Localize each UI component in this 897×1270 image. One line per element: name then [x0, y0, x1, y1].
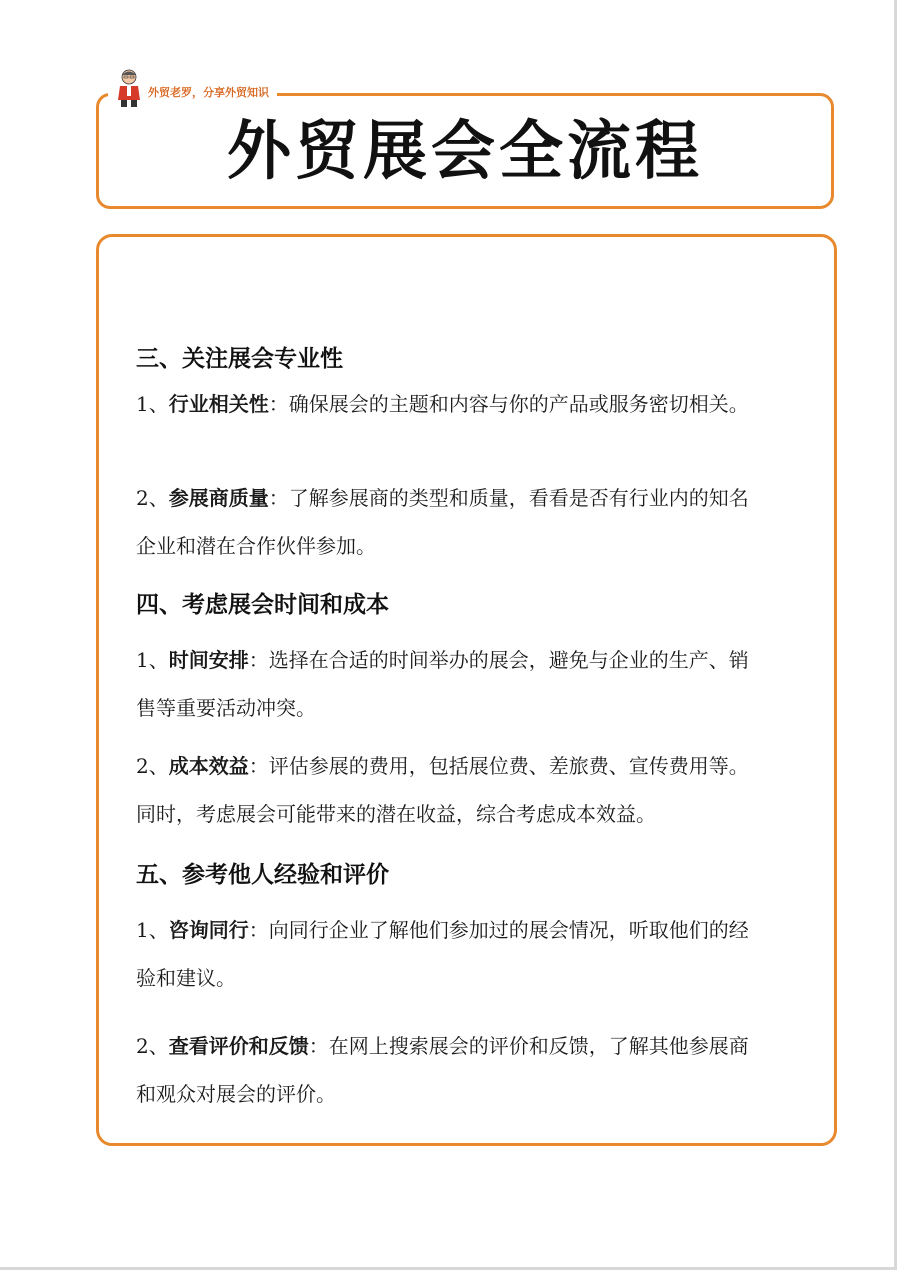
item-lead: 查看评价和反馈 [168, 1034, 309, 1058]
item-number: 2、 [136, 486, 169, 510]
paragraph [136, 742, 766, 838]
paragraph [136, 906, 766, 1002]
section-heading: 三、关注展会专业性 [136, 346, 343, 372]
item-number: 1、 [136, 392, 169, 416]
item-text: ：了解参展商的类型和质量，看看是否有行业内的知名企业和潜在合作伙伴参加。 [136, 486, 749, 558]
item-text: ：评估参展的费用，包括展位费、差旅费、宣传费用等。同时，考虑展会可能带来的潜在收益，综合考虑成本效益。 [136, 754, 749, 826]
item-number: 1、 [136, 648, 169, 672]
item-text: ：选择在合适的时间举办的展会，避免与企业的生产、销售等重要活动冲突。 [136, 648, 749, 720]
section-heading: 四、考虑展会时间和成本 [136, 592, 389, 618]
paragraph [136, 636, 766, 732]
item-number: 2、 [136, 754, 169, 778]
brand-tagline: 外贸老罗，分享外贸知识 [148, 86, 269, 99]
item-lead: 时间安排 [168, 648, 249, 672]
item-text: ：在网上搜索展会的评价和反馈，了解其他参展商和观众对展会的评价。 [136, 1034, 749, 1106]
avatar-icon [114, 68, 144, 108]
item-lead: 咨询同行 [168, 918, 249, 942]
section-heading: 五、参考他人经验和评价 [136, 862, 389, 888]
item-lead: 行业相关性 [168, 392, 269, 416]
brand-badge [108, 68, 277, 108]
item-number: 1、 [136, 918, 169, 942]
item-text: ：向同行企业了解他们参加过的展会情况，听取他们的经验和建议。 [136, 918, 749, 990]
paragraph [136, 1022, 766, 1118]
item-text: ：确保展会的主题和内容与你的产品或服务密切相关。 [268, 392, 749, 416]
item-lead: 参展商质量 [168, 486, 269, 510]
paragraph [136, 474, 766, 570]
item-number: 2、 [136, 1034, 169, 1058]
page-title: 外贸展会全流程 [227, 115, 703, 189]
item-lead: 成本效益 [168, 754, 249, 778]
paragraph [136, 380, 766, 428]
